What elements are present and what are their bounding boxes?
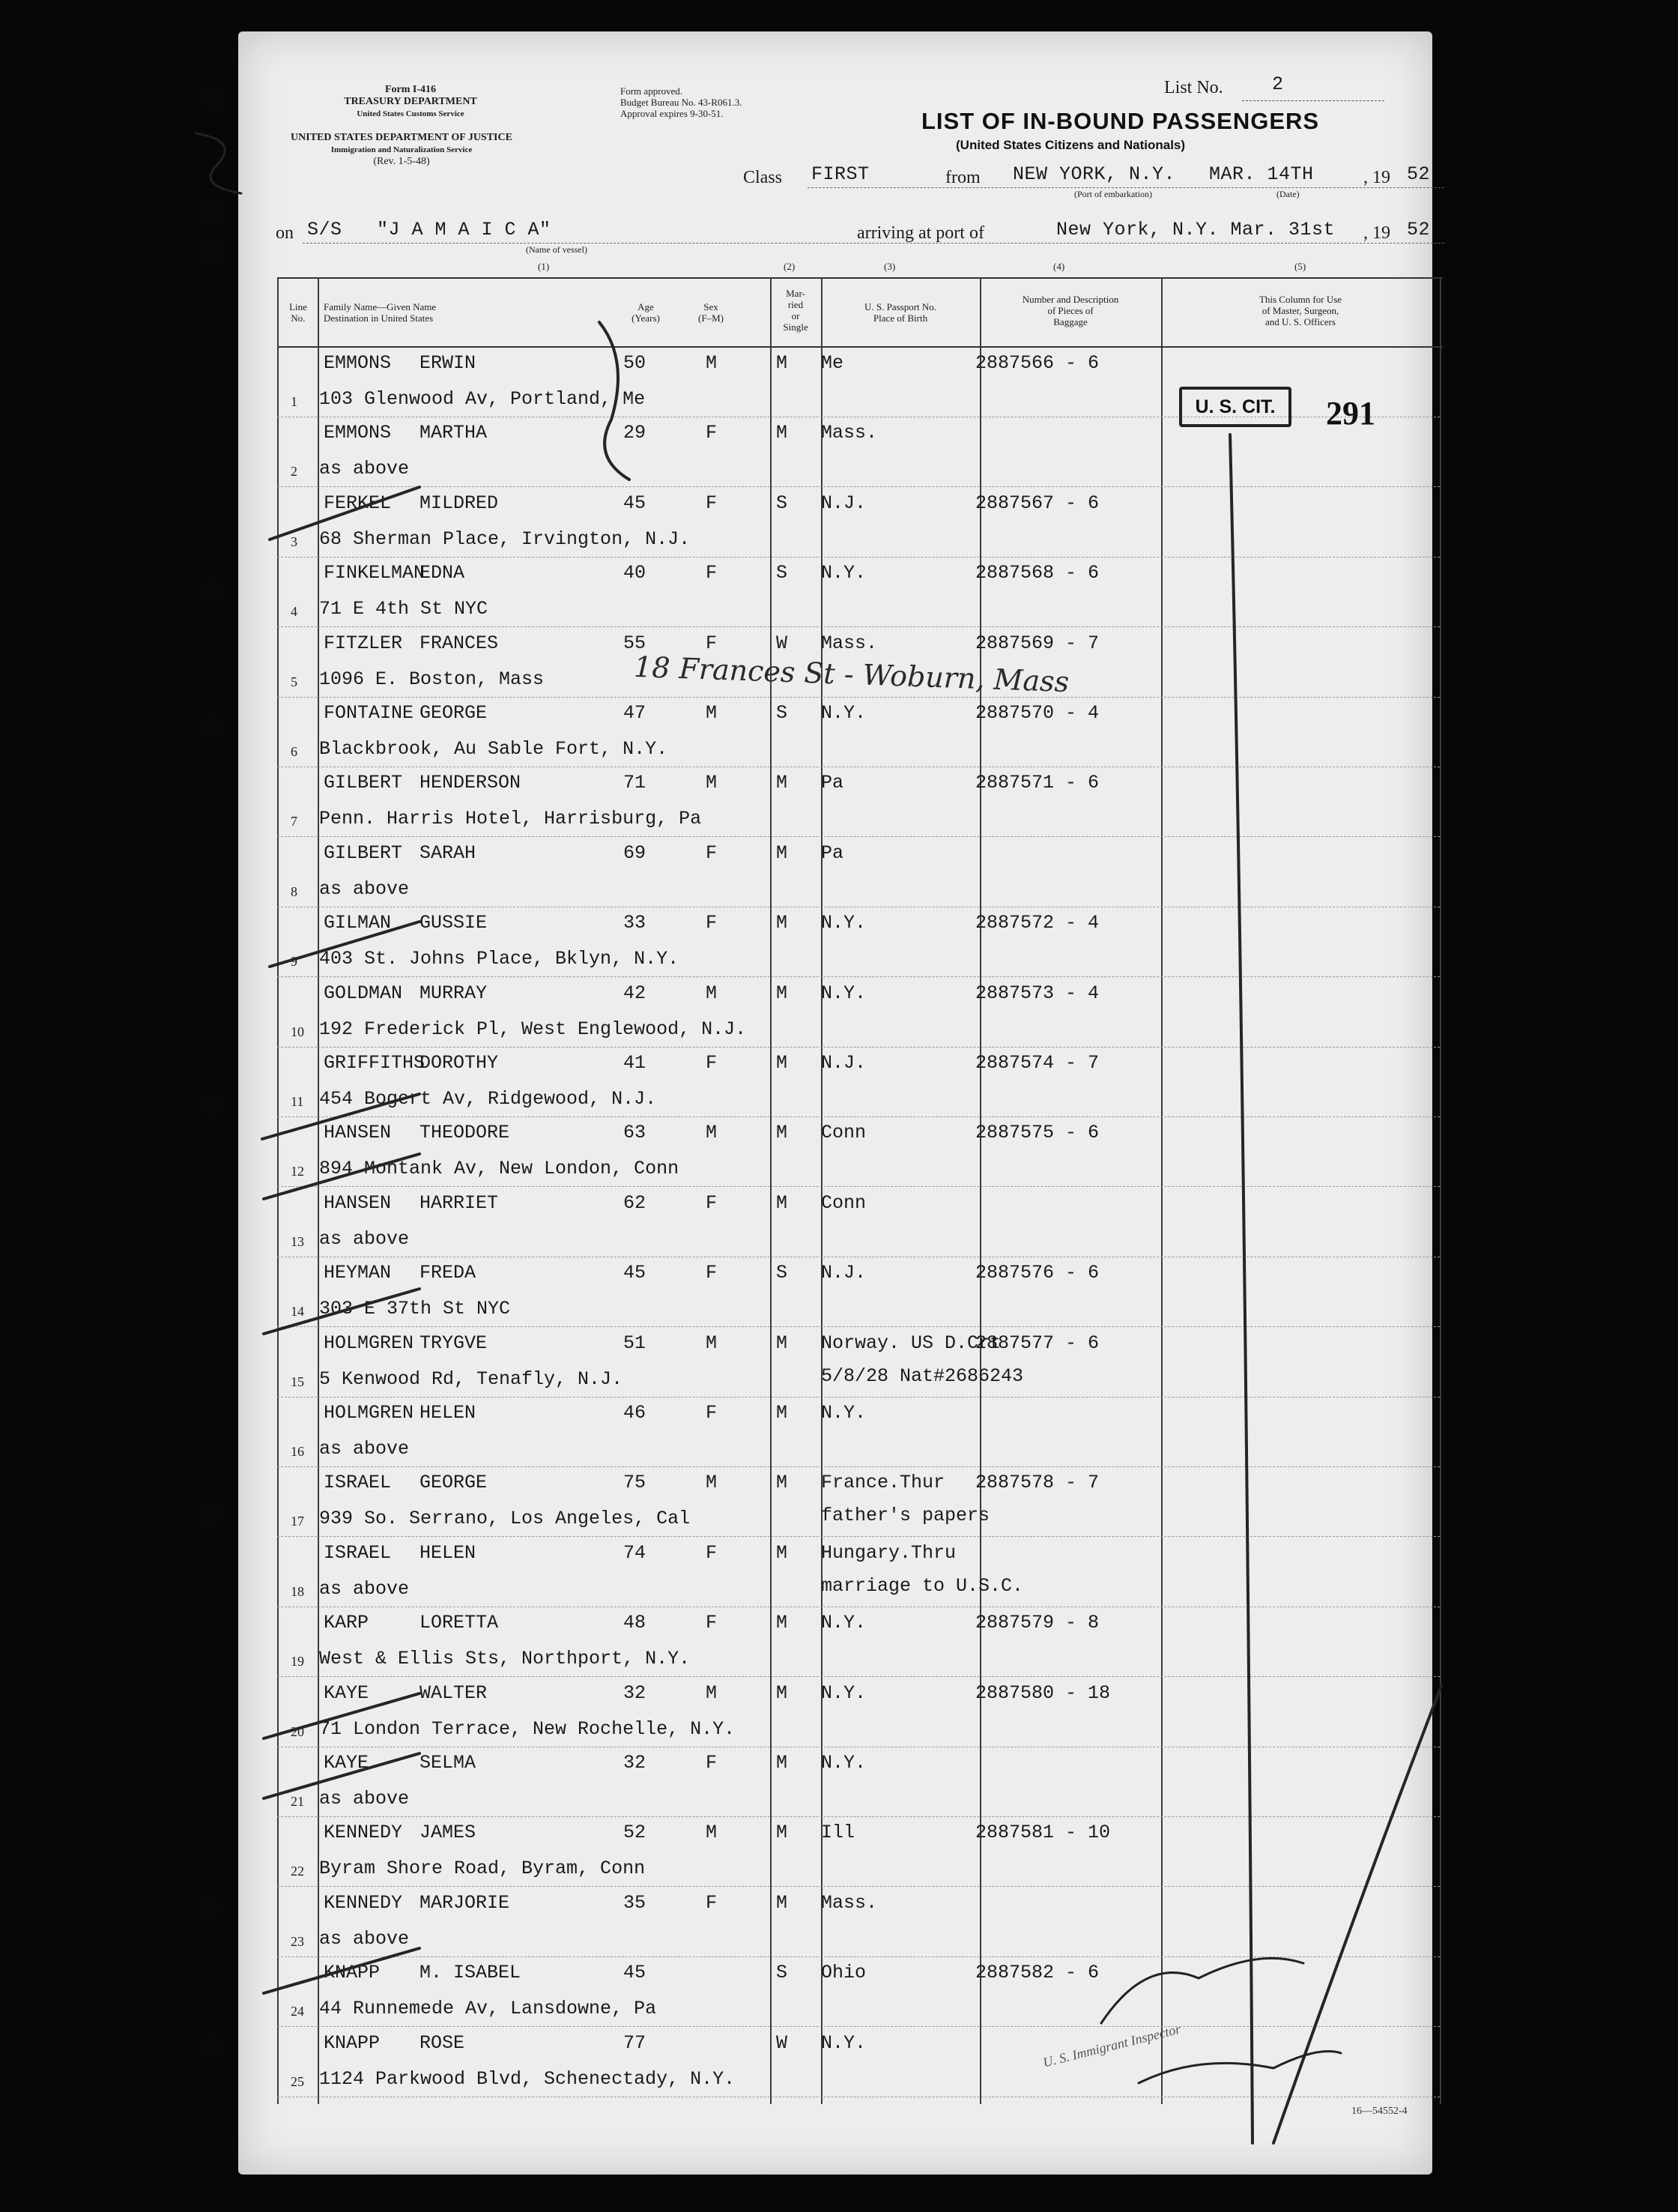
family-name: HANSEN: [324, 1122, 392, 1144]
line-number: 24: [291, 2004, 304, 2019]
family-name: GILMAN: [324, 912, 392, 934]
birth-place: N.Y.: [821, 1681, 867, 1704]
margin-mark-stroke: [196, 133, 241, 193]
age-value: 77: [623, 2031, 646, 2054]
marital-status: M: [776, 982, 788, 1004]
year-value: 52: [1407, 163, 1431, 185]
sex-value: F: [706, 1262, 718, 1284]
header-married: Mar- ried or Single: [783, 288, 808, 333]
age-value: 51: [623, 1332, 646, 1354]
birth-place: Pa: [821, 772, 844, 794]
list-number: 2: [1272, 73, 1284, 95]
given-name: HELEN: [420, 1402, 476, 1424]
sex-value: F: [706, 492, 718, 514]
birth-place-note: father's papers: [821, 1505, 990, 1527]
baggage-number: 2887575 - 6: [975, 1122, 1100, 1144]
family-name: KARP: [324, 1612, 369, 1634]
sex-value: M: [706, 352, 718, 374]
check-line-stroke: [1230, 435, 1253, 2143]
line-number: 8: [291, 883, 297, 899]
family-name: EMMONS: [324, 352, 392, 374]
marital-status: M: [776, 1191, 788, 1214]
marital-status: M: [776, 1822, 788, 1844]
baggage-number: 2887577 - 6: [975, 1332, 1100, 1354]
age-value: 55: [623, 632, 646, 654]
destination: 894 Montank Av, New London, Conn: [319, 1158, 679, 1180]
ins-service: Immigration and Naturalization Service: [330, 145, 473, 154]
line-number: 4: [291, 604, 297, 620]
given-name: LORETTA: [420, 1612, 499, 1634]
sex-value: F: [706, 841, 718, 864]
arrival-year-prefix: , 19: [1363, 223, 1390, 243]
sex-value: F: [706, 632, 718, 654]
age-value: 32: [623, 1752, 646, 1774]
birth-place: N.Y.: [821, 2031, 867, 2054]
sex-value: F: [706, 1052, 718, 1074]
family-name: ISRAEL: [324, 1472, 392, 1494]
handwritten-address-note: 18 Frances St - Woburn, Mass: [633, 650, 1070, 699]
birth-place: N.Y.: [821, 1752, 867, 1774]
header-name: Family Name—Given Name Destination in United States: [324, 301, 437, 324]
baggage-number: 2887580 - 18: [975, 1681, 1111, 1704]
marital-status: M: [776, 841, 788, 864]
given-name: WALTER: [420, 1681, 488, 1704]
line-number: 13: [291, 1233, 304, 1249]
tick-stroke: [264, 1948, 420, 1993]
line-number: 21: [291, 1794, 304, 1809]
line-number: 20: [291, 1723, 304, 1739]
birth-place: N.J.: [821, 1262, 867, 1284]
family-name: HANSEN: [324, 1191, 392, 1214]
birth-place: N.Y.: [821, 982, 867, 1004]
age-value: 45: [623, 1262, 646, 1284]
birth-place: Norway. US D.Crt: [821, 1332, 1002, 1354]
given-name: MARJORIE: [420, 1891, 510, 1914]
header-officers: This Column for Use of Master, Surgeon, and U. S. Officers: [1258, 294, 1342, 327]
baggage-number: 2887572 - 4: [975, 912, 1100, 934]
birth-place: N.Y.: [821, 1402, 867, 1424]
sex-value: F: [706, 912, 718, 934]
tick-stroke: [270, 487, 420, 540]
given-name: ERWIN: [420, 352, 476, 374]
destination: 303 E 37th St NYC: [319, 1298, 511, 1320]
birth-place: Mass.: [821, 1891, 878, 1914]
given-name: SARAH: [420, 841, 476, 864]
destination: 71 London Terrace, New Rochelle, N.Y.: [319, 1717, 736, 1740]
arriving-label: arriving at port of: [857, 223, 984, 243]
birth-place: Me: [821, 352, 844, 374]
sex-value: M: [706, 1681, 718, 1704]
birth-place: Pa: [821, 841, 844, 864]
line-number: 17: [291, 1514, 304, 1529]
given-name: MILDRED: [420, 492, 499, 514]
age-value: 52: [623, 1822, 646, 1844]
birth-place: N.J.: [821, 492, 867, 514]
baggage-number: 2887574 - 7: [975, 1052, 1100, 1074]
destination: 192 Frederick Pl, West Englewood, N.J.: [319, 1018, 747, 1040]
tick-stroke: [264, 1753, 420, 1798]
line-number: 6: [291, 744, 297, 759]
baggage-number: 2887569 - 7: [975, 632, 1100, 654]
age-value: 42: [623, 982, 646, 1004]
line-number: 10: [291, 1024, 304, 1039]
given-name: SELMA: [420, 1752, 476, 1774]
line-number: 1: [291, 394, 297, 409]
header-line-no: Line No.: [289, 301, 307, 324]
family-name: GRIFFITHS: [324, 1052, 425, 1074]
age-value: 40: [623, 562, 646, 584]
baggage-number: 2887571 - 6: [975, 772, 1100, 794]
col-number-5: (5): [1294, 261, 1306, 272]
sex-value: F: [706, 1191, 718, 1214]
sex-value: M: [706, 1332, 718, 1354]
from-label: from: [945, 168, 981, 187]
destination: 44 Runnemede Av, Lansdowne, Pa: [319, 1998, 657, 2020]
header-sex: Sex (F–M): [698, 301, 724, 324]
on-label: on: [276, 223, 294, 243]
family-name: FERKEL: [324, 492, 392, 514]
given-name: HELEN: [420, 1541, 476, 1564]
given-name: HARRIET: [420, 1191, 499, 1214]
form-number: Form I-416: [384, 84, 437, 95]
marital-status: M: [776, 1402, 788, 1424]
given-name: MARTHA: [420, 422, 488, 444]
line-number: 22: [291, 1864, 304, 1879]
tick-stroke: [262, 1094, 420, 1139]
marital-status: M: [776, 1752, 788, 1774]
line-number: 11: [291, 1094, 304, 1109]
marital-status: M: [776, 1891, 788, 1914]
age-value: 35: [623, 1891, 646, 1914]
birth-place: Hungary.Thru: [821, 1541, 957, 1564]
family-name: HOLMGREN: [324, 1332, 414, 1354]
port-caption: (Port of embarkation): [1074, 189, 1152, 199]
given-name: FRANCES: [420, 632, 499, 654]
marital-status: M: [776, 422, 788, 444]
family-name: EMMONS: [324, 422, 392, 444]
birth-place: N.Y.: [821, 912, 867, 934]
destination: as above: [319, 458, 410, 480]
baggage-number: 2887581 - 10: [975, 1822, 1111, 1844]
year-prefix: , 19: [1363, 168, 1390, 187]
family-bracket-stroke: [599, 322, 629, 480]
family-name: HEYMAN: [324, 1262, 392, 1284]
birth-place: Conn: [821, 1122, 867, 1144]
marital-status: M: [776, 1541, 788, 1564]
sex-value: M: [706, 1472, 718, 1494]
marital-status: W: [776, 2031, 788, 2054]
baggage-number: 2887573 - 4: [975, 982, 1100, 1004]
birth-place-note: 5/8/28 Nat#2686243: [821, 1365, 1024, 1387]
age-value: 46: [623, 1402, 646, 1424]
destination: as above: [319, 1788, 410, 1810]
destination: Penn. Harris Hotel, Harrisburg, Pa: [319, 808, 702, 830]
sex-value: F: [706, 562, 718, 584]
destination: 939 So. Serrano, Los Angeles, Cal: [319, 1508, 691, 1530]
family-name: HOLMGREN: [324, 1402, 414, 1424]
age-value: 41: [623, 1052, 646, 1074]
line-number: 2: [291, 464, 297, 480]
line-number: 3: [291, 534, 297, 549]
age-value: 29: [623, 422, 646, 444]
marital-status: S: [776, 702, 788, 724]
given-name: GUSSIE: [420, 912, 488, 934]
birth-place-note: marriage to U.S.C.: [821, 1574, 1024, 1597]
marital-status: M: [776, 352, 788, 374]
tick-stroke: [270, 922, 420, 967]
marital-status: M: [776, 1052, 788, 1074]
embarkation-date: MAR. 14TH: [1209, 163, 1314, 185]
us-citizen-stamp: U. S. CIT.: [1179, 387, 1291, 427]
baggage-number: 2887578 - 7: [975, 1472, 1100, 1494]
arrival-port-date: New York, N.Y. Mar. 31st: [1056, 219, 1336, 241]
marital-status: M: [776, 1612, 788, 1634]
destination: as above: [319, 1577, 410, 1600]
line-number: 25: [291, 2073, 304, 2089]
birth-place: Ill: [821, 1822, 855, 1844]
destination: 103 Glenwood Av, Portland, Me: [319, 388, 646, 410]
treasury-department: TREASURY DEPARTMENT: [344, 96, 477, 107]
family-name: ISRAEL: [324, 1541, 392, 1564]
destination: West & Ellis Sts, Northport, N.Y.: [319, 1648, 691, 1670]
signature-stroke: [1139, 2052, 1341, 2084]
embarkation-port: NEW YORK, N.Y.: [1013, 163, 1176, 185]
age-value: 50: [623, 352, 646, 374]
col-number-3: (3): [884, 261, 896, 272]
birth-place: Mass.: [821, 632, 878, 654]
family-name: KENNEDY: [324, 1891, 403, 1914]
given-name: HENDERSON: [420, 772, 521, 794]
destination: as above: [319, 1927, 410, 1950]
birth-place: Ohio: [821, 1962, 867, 1984]
destination: 454 Bogert Av, Ridgewood, N.J.: [319, 1088, 657, 1110]
family-name: KNAPP: [324, 1962, 381, 1984]
sex-value: F: [706, 1541, 718, 1564]
age-value: 69: [623, 841, 646, 864]
marital-status: M: [776, 1122, 788, 1144]
sex-value: M: [706, 1122, 718, 1144]
baggage-number: 2887567 - 6: [975, 492, 1100, 514]
baggage-number: 2887568 - 6: [975, 562, 1100, 584]
destination: 5 Kenwood Rd, Tenafly, N.J.: [319, 1368, 623, 1390]
family-name: KNAPP: [324, 2031, 381, 2054]
sex-value: F: [706, 1891, 718, 1914]
given-name: EDNA: [420, 562, 465, 584]
given-name: THEODORE: [420, 1122, 510, 1144]
stamp-number: 291: [1326, 395, 1375, 432]
age-value: 75: [623, 1472, 646, 1494]
class-value: FIRST: [811, 163, 870, 185]
age-value: 32: [623, 1681, 646, 1704]
given-name: GEORGE: [420, 1472, 488, 1494]
age-value: 47: [623, 702, 646, 724]
sex-value: M: [706, 772, 718, 794]
birth-place: N.Y.: [821, 702, 867, 724]
destination: 1124 Parkwood Blvd, Schenectady, N.Y.: [319, 2067, 736, 2090]
given-name: ROSE: [420, 2031, 465, 2054]
marital-status: M: [776, 772, 788, 794]
line-number: 5: [291, 674, 297, 689]
age-value: 74: [623, 1541, 646, 1564]
sex-value: F: [706, 422, 718, 444]
age-value: 62: [623, 1191, 646, 1214]
given-name: GEORGE: [420, 702, 488, 724]
vessel-caption: (Name of vessel): [526, 244, 587, 255]
marital-status: W: [776, 632, 788, 654]
approval-line-3: Approval expires 9-30-51.: [620, 108, 724, 119]
family-name: KAYE: [324, 1681, 369, 1704]
revision-date: (Rev. 1-5-48): [373, 156, 430, 167]
line-number: 16: [291, 1444, 304, 1459]
given-name: JAMES: [420, 1822, 476, 1844]
justice-department: UNITED STATES DEPARTMENT OF JUSTICE: [291, 132, 512, 143]
check-line-stroke: [1273, 1686, 1441, 2143]
given-name: TRYGVE: [420, 1332, 488, 1354]
destination: 1096 E. Boston, Mass: [319, 668, 545, 690]
birth-place: Conn: [821, 1191, 867, 1214]
baggage-number: 2887582 - 6: [975, 1962, 1100, 1984]
col-number-4: (4): [1053, 261, 1065, 272]
birth-place: Mass.: [821, 422, 878, 444]
tick-stroke: [264, 1693, 420, 1738]
family-name: FITZLER: [324, 632, 403, 654]
birth-place: N.Y.: [821, 1612, 867, 1634]
tick-stroke: [264, 1289, 420, 1334]
line-number: 23: [291, 1933, 304, 1949]
marital-status: S: [776, 562, 788, 584]
line-number: 18: [291, 1583, 304, 1599]
approval-line-1: Form approved.: [620, 85, 683, 97]
sex-value: F: [706, 1752, 718, 1774]
family-name: GILBERT: [324, 772, 403, 794]
family-name: KENNEDY: [324, 1822, 403, 1844]
marital-status: M: [776, 1332, 788, 1354]
baggage-number: 2887579 - 8: [975, 1612, 1100, 1634]
given-name: MURRAY: [420, 982, 488, 1004]
class-label: Class: [743, 168, 783, 187]
baggage-number: 2887576 - 6: [975, 1262, 1100, 1284]
destination: as above: [319, 1227, 410, 1250]
marital-status: M: [776, 1472, 788, 1494]
list-number-label: List No.: [1164, 78, 1223, 97]
customs-service: United States Customs Service: [357, 109, 464, 118]
marital-status: S: [776, 1262, 788, 1284]
page-subtitle: (United States Citizens and Nationals): [956, 138, 1186, 152]
destination: 71 E 4th St NYC: [319, 598, 488, 620]
line-number: 12: [291, 1164, 304, 1179]
family-name: GILBERT: [324, 841, 403, 864]
birth-place: France.Thur: [821, 1472, 945, 1494]
sex-value: F: [706, 1612, 718, 1634]
destination: Blackbrook, Au Sable Fort, N.Y.: [319, 738, 668, 760]
approval-line-2: Budget Bureau No. 43-R061.3.: [620, 97, 742, 108]
line-number: 19: [291, 1654, 304, 1669]
birth-place: N.Y.: [821, 562, 867, 584]
marital-status: M: [776, 912, 788, 934]
age-value: 45: [623, 492, 646, 514]
vessel-name: S/S "J A M A I C A": [307, 219, 551, 241]
line-number: 15: [291, 1374, 304, 1389]
given-name: FREDA: [420, 1262, 476, 1284]
header-age: Age (Years): [631, 301, 660, 324]
signature-stroke: [1101, 1958, 1303, 2023]
tick-stroke: [264, 1154, 420, 1199]
sex-value: M: [706, 702, 718, 724]
col-number-1: (1): [538, 261, 550, 272]
birth-place: N.J.: [821, 1052, 867, 1074]
given-name: M. ISABEL: [420, 1962, 521, 1984]
destination: 68 Sherman Place, Irvington, N.J.: [319, 528, 691, 550]
destination: Byram Shore Road, Byram, Conn: [319, 1858, 646, 1880]
age-value: 33: [623, 912, 646, 934]
destination: as above: [319, 1438, 410, 1460]
header-passport: U. S. Passport No. Place of Birth: [864, 301, 937, 324]
baggage-number: 2887566 - 6: [975, 352, 1100, 374]
line-number: 7: [291, 814, 297, 830]
arrival-year: 52: [1407, 219, 1431, 241]
header-baggage: Number and Description of Pieces of Baggage: [1022, 294, 1119, 327]
age-value: 48: [623, 1612, 646, 1634]
age-value: 45: [623, 1962, 646, 1984]
family-name: FONTAINE: [324, 702, 414, 724]
marital-status: M: [776, 1681, 788, 1704]
age-value: 63: [623, 1122, 646, 1144]
sex-value: F: [706, 1402, 718, 1424]
destination: 403 St. Johns Place, Bklyn, N.Y.: [319, 948, 679, 970]
family-name: FINKELMAN: [324, 562, 425, 584]
inspector-caption: U. S. Immigrant Inspector: [1041, 2021, 1182, 2070]
line-number: 9: [291, 954, 297, 970]
sex-value: M: [706, 982, 718, 1004]
footer-code: 16—54552-4: [1351, 2106, 1408, 2117]
col-number-2: (2): [784, 261, 796, 272]
family-name: KAYE: [324, 1752, 369, 1774]
given-name: DOROTHY: [420, 1052, 499, 1074]
date-caption: (Date): [1276, 189, 1300, 199]
line-number: 14: [291, 1304, 304, 1320]
family-name: GOLDMAN: [324, 982, 403, 1004]
sex-value: M: [706, 1822, 718, 1844]
page-title: LIST OF IN-BOUND PASSENGERS: [921, 108, 1320, 134]
marital-status: S: [776, 492, 788, 514]
destination: as above: [319, 877, 410, 900]
baggage-number: 2887570 - 4: [975, 702, 1100, 724]
marital-status: S: [776, 1962, 788, 1984]
age-value: 71: [623, 772, 646, 794]
